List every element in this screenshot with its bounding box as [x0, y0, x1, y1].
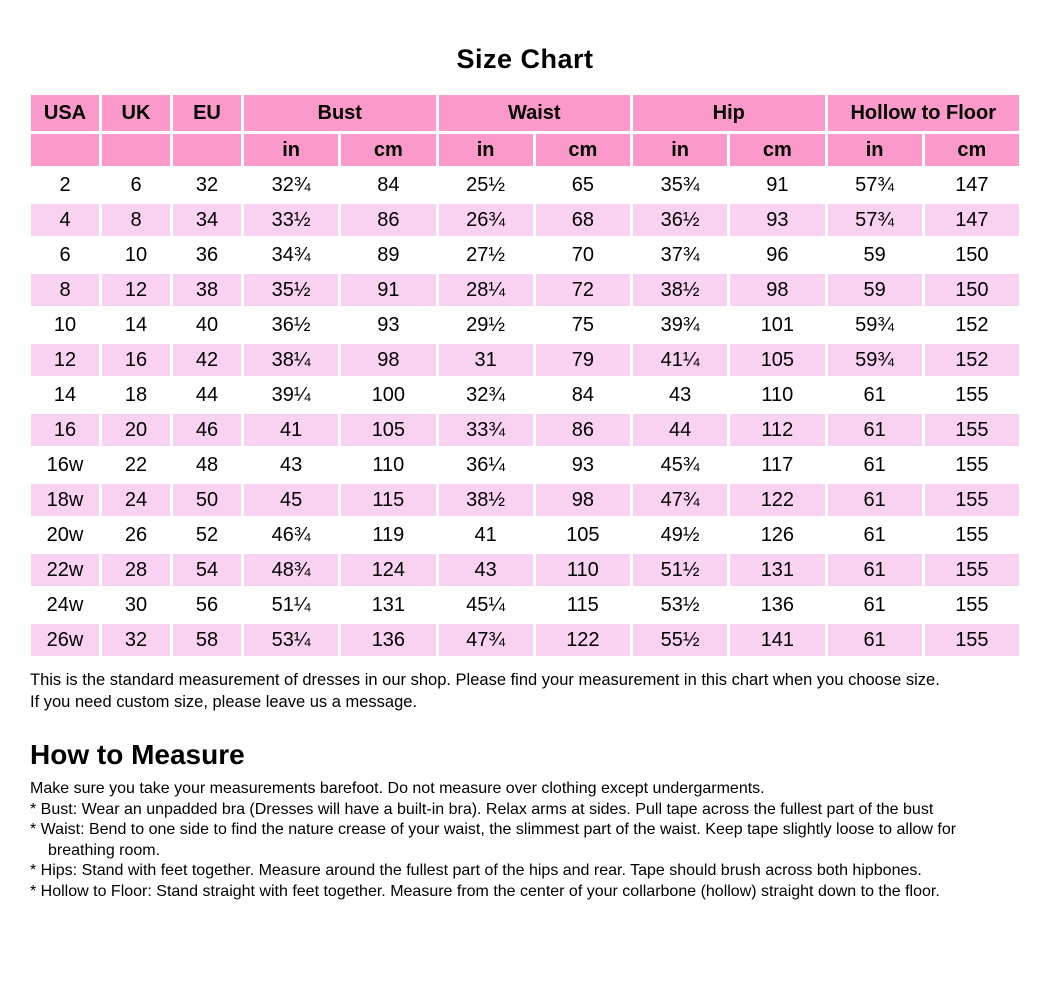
- size-cell: 59¾: [828, 344, 922, 376]
- size-cell: 79: [536, 344, 630, 376]
- size-cell: 37¾: [633, 239, 727, 271]
- size-cell: 105: [536, 519, 630, 551]
- instruction-line: * Waist: Bend to one side to find the nature crease of your waist, the slimmest part of the waist. Keep tape slightly loose to allow for: [30, 821, 957, 838]
- size-cell: 30: [102, 589, 170, 621]
- size-cell: 100: [341, 379, 435, 411]
- size-cell: 124: [341, 554, 435, 586]
- size-cell: 28: [102, 554, 170, 586]
- size-cell: 51¼: [244, 589, 338, 621]
- size-cell: 86: [341, 204, 435, 236]
- table-row: [31, 309, 1019, 341]
- instruction-line-wrap: breathing room.: [48, 841, 161, 859]
- size-cell: 36½: [244, 309, 338, 341]
- size-cell: 65: [536, 169, 630, 201]
- size-cell: 43: [244, 449, 338, 481]
- size-cell: 40: [173, 309, 241, 341]
- size-cell: 33¾: [439, 414, 533, 446]
- size-cell: 115: [341, 484, 435, 516]
- size-cell: 35¾: [633, 169, 727, 201]
- size-cell: 24: [102, 484, 170, 516]
- col-header-eu: EU: [173, 95, 241, 131]
- size-cell: 38: [173, 274, 241, 306]
- col-header-waist: Waist: [439, 95, 631, 131]
- size-cell: 147: [925, 204, 1019, 236]
- unit-header-row: [31, 134, 1019, 166]
- page-title: Size Chart: [456, 44, 594, 74]
- size-cell: 122: [730, 484, 824, 516]
- note-line: If you need custom size, please leave us a message.: [30, 693, 418, 711]
- size-cell: 155: [925, 519, 1019, 551]
- note-line: This is the standard measurement of dresses in our shop. Please find your measurement in this chart when you choose size.: [30, 671, 940, 689]
- size-cell: 33½: [244, 204, 338, 236]
- col-header-uk: UK: [102, 95, 170, 131]
- unit-header-waist-cm: cm: [536, 134, 630, 166]
- size-cell: 36½: [633, 204, 727, 236]
- size-cell: 155: [925, 554, 1019, 586]
- size-cell: 32: [102, 624, 170, 656]
- table-row: [31, 554, 1019, 586]
- size-cell: 59: [828, 239, 922, 271]
- size-cell: 150: [925, 274, 1019, 306]
- size-cell: 20: [102, 414, 170, 446]
- instruction-line: Make sure you take your measurements barefoot. Do not measure over clothing except undergarments.: [30, 780, 765, 797]
- how-to-measure-heading: How to Measure: [30, 739, 245, 770]
- size-cell: 93: [341, 309, 435, 341]
- unit-header-empty: [31, 134, 99, 166]
- col-header-hip: Hip: [633, 95, 825, 131]
- size-cell: 58: [173, 624, 241, 656]
- size-cell: 105: [730, 344, 824, 376]
- size-chart-page: [0, 44, 1050, 1000]
- table-row: [31, 414, 1019, 446]
- size-cell: 136: [730, 589, 824, 621]
- size-cell: 47¾: [633, 484, 727, 516]
- size-cell: 53½: [633, 589, 727, 621]
- size-cell: 34¾: [244, 239, 338, 271]
- size-cell: 6: [31, 239, 99, 271]
- size-cell: 110: [341, 449, 435, 481]
- size-cell: 10: [31, 309, 99, 341]
- size-cell: 57¾: [828, 204, 922, 236]
- size-cell: 110: [536, 554, 630, 586]
- size-cell: 59¾: [828, 309, 922, 341]
- table-row: [31, 449, 1019, 481]
- table-row: [31, 484, 1019, 516]
- size-cell: 39¾: [633, 309, 727, 341]
- unit-header-hollow-in: in: [828, 134, 922, 166]
- size-cell: 35½: [244, 274, 338, 306]
- size-cell: 47¾: [439, 624, 533, 656]
- table-row: [31, 519, 1019, 551]
- size-cell: 61: [828, 379, 922, 411]
- size-cell: 91: [730, 169, 824, 201]
- size-cell: 39¼: [244, 379, 338, 411]
- size-cell: 98: [536, 484, 630, 516]
- size-cell: 26w: [31, 624, 99, 656]
- size-cell: 155: [925, 624, 1019, 656]
- size-cell: 150: [925, 239, 1019, 271]
- size-cell: 131: [341, 589, 435, 621]
- size-cell: 38½: [439, 484, 533, 516]
- size-cell: 20w: [31, 519, 99, 551]
- size-cell: 26: [102, 519, 170, 551]
- size-cell: 52: [173, 519, 241, 551]
- size-cell: 16w: [31, 449, 99, 481]
- size-cell: 25½: [439, 169, 533, 201]
- size-cell: 126: [730, 519, 824, 551]
- size-cell: 68: [536, 204, 630, 236]
- size-cell: 55½: [633, 624, 727, 656]
- size-cell: 29½: [439, 309, 533, 341]
- table-row: [31, 344, 1019, 376]
- unit-header-empty: [173, 134, 241, 166]
- size-cell: 112: [730, 414, 824, 446]
- size-cell: 61: [828, 449, 922, 481]
- size-cell: 59: [828, 274, 922, 306]
- size-cell: 10: [102, 239, 170, 271]
- size-cell: 46¾: [244, 519, 338, 551]
- size-cell: 43: [633, 379, 727, 411]
- size-cell: 45: [244, 484, 338, 516]
- size-cell: 91: [341, 274, 435, 306]
- size-cell: 22w: [31, 554, 99, 586]
- table-row: [31, 274, 1019, 306]
- size-cell: 51½: [633, 554, 727, 586]
- size-cell: 44: [633, 414, 727, 446]
- table-header: [31, 95, 1019, 166]
- col-header-bust: Bust: [244, 95, 436, 131]
- size-cell: 61: [828, 554, 922, 586]
- size-cell: 46: [173, 414, 241, 446]
- unit-header-waist-in: in: [439, 134, 533, 166]
- size-cell: 61: [828, 484, 922, 516]
- size-cell: 155: [925, 589, 1019, 621]
- size-cell: 122: [536, 624, 630, 656]
- size-cell: 56: [173, 589, 241, 621]
- size-cell: 43: [439, 554, 533, 586]
- size-cell: 117: [730, 449, 824, 481]
- size-cell: 61: [828, 414, 922, 446]
- size-cell: 101: [730, 309, 824, 341]
- size-cell: 36: [173, 239, 241, 271]
- size-cell: 70: [536, 239, 630, 271]
- size-cell: 61: [828, 519, 922, 551]
- size-cell: 18: [102, 379, 170, 411]
- size-cell: 96: [730, 239, 824, 271]
- size-cell: 89: [341, 239, 435, 271]
- size-cell: 84: [341, 169, 435, 201]
- size-cell: 50: [173, 484, 241, 516]
- size-cell: 18w: [31, 484, 99, 516]
- size-cell: 115: [536, 589, 630, 621]
- size-cell: 31: [439, 344, 533, 376]
- size-cell: 14: [31, 379, 99, 411]
- size-cell: 28¼: [439, 274, 533, 306]
- table-row: [31, 239, 1019, 271]
- size-table-body: [31, 169, 1019, 656]
- size-cell: 86: [536, 414, 630, 446]
- size-cell: 155: [925, 379, 1019, 411]
- table-row: [31, 589, 1019, 621]
- size-cell: 16: [31, 414, 99, 446]
- size-cell: 155: [925, 414, 1019, 446]
- size-chart-table: [28, 92, 1022, 659]
- size-cell: 147: [925, 169, 1019, 201]
- unit-header-hip-cm: cm: [730, 134, 824, 166]
- size-cell: 45¼: [439, 589, 533, 621]
- size-cell: 93: [536, 449, 630, 481]
- size-cell: 49½: [633, 519, 727, 551]
- size-cell: 32¾: [439, 379, 533, 411]
- size-cell: 98: [730, 274, 824, 306]
- size-cell: 110: [730, 379, 824, 411]
- size-cell: 155: [925, 484, 1019, 516]
- size-cell: 42: [173, 344, 241, 376]
- size-cell: 6: [102, 169, 170, 201]
- size-cell: 8: [102, 204, 170, 236]
- col-header-hollow-to-floor: Hollow to Floor: [828, 95, 1020, 131]
- size-cell: 152: [925, 309, 1019, 341]
- size-cell: 38½: [633, 274, 727, 306]
- size-cell: 32¾: [244, 169, 338, 201]
- unit-header-bust-in: in: [244, 134, 338, 166]
- unit-header-empty: [102, 134, 170, 166]
- notes: [30, 669, 1050, 713]
- instruction-line: * Hips: Stand with feet together. Measure around the fullest part of the hips and rear. Tape should brush across both hipbones.: [30, 862, 922, 879]
- size-cell: 38¼: [244, 344, 338, 376]
- size-cell: 136: [341, 624, 435, 656]
- measure-instructions: [30, 779, 1050, 902]
- table-row: [31, 379, 1019, 411]
- size-cell: 141: [730, 624, 824, 656]
- size-cell: 24w: [31, 589, 99, 621]
- table-row: [31, 169, 1019, 201]
- size-cell: 54: [173, 554, 241, 586]
- size-cell: 61: [828, 624, 922, 656]
- instruction-line: * Hollow to Floor: Stand straight with feet together. Measure from the center of your collarbone (hollow) straight down to the floor.: [30, 882, 940, 900]
- size-cell: 98: [341, 344, 435, 376]
- size-cell: 75: [536, 309, 630, 341]
- size-cell: 26¾: [439, 204, 533, 236]
- size-cell: 72: [536, 274, 630, 306]
- size-cell: 32: [173, 169, 241, 201]
- table-row: [31, 204, 1019, 236]
- size-cell: 53¼: [244, 624, 338, 656]
- size-cell: 12: [31, 344, 99, 376]
- size-cell: 152: [925, 344, 1019, 376]
- size-cell: 44: [173, 379, 241, 411]
- size-cell: 105: [341, 414, 435, 446]
- size-cell: 4: [31, 204, 99, 236]
- col-header-usa: USA: [31, 95, 99, 131]
- size-cell: 8: [31, 274, 99, 306]
- size-cell: 48¾: [244, 554, 338, 586]
- size-cell: 61: [828, 589, 922, 621]
- size-cell: 93: [730, 204, 824, 236]
- size-cell: 41: [244, 414, 338, 446]
- size-cell: 119: [341, 519, 435, 551]
- size-cell: 14: [102, 309, 170, 341]
- size-cell: 34: [173, 204, 241, 236]
- size-cell: 36¼: [439, 449, 533, 481]
- size-cell: 16: [102, 344, 170, 376]
- size-cell: 57¾: [828, 169, 922, 201]
- size-cell: 48: [173, 449, 241, 481]
- instruction-line: * Bust: Wear an unpadded bra (Dresses will have a built-in bra). Relax arms at sides. Pull tape across the fullest part of the bust: [30, 800, 934, 818]
- size-cell: 84: [536, 379, 630, 411]
- size-cell: 2: [31, 169, 99, 201]
- size-cell: 155: [925, 449, 1019, 481]
- group-header-row: [31, 95, 1019, 131]
- size-cell: 27½: [439, 239, 533, 271]
- size-cell: 41: [439, 519, 533, 551]
- unit-header-bust-cm: cm: [341, 134, 435, 166]
- size-cell: 12: [102, 274, 170, 306]
- size-cell: 22: [102, 449, 170, 481]
- table-row: [31, 624, 1019, 656]
- size-cell: 45¾: [633, 449, 727, 481]
- size-cell: 131: [730, 554, 824, 586]
- unit-header-hip-in: in: [633, 134, 727, 166]
- unit-header-hollow-cm: cm: [925, 134, 1019, 166]
- size-cell: 41¼: [633, 344, 727, 376]
